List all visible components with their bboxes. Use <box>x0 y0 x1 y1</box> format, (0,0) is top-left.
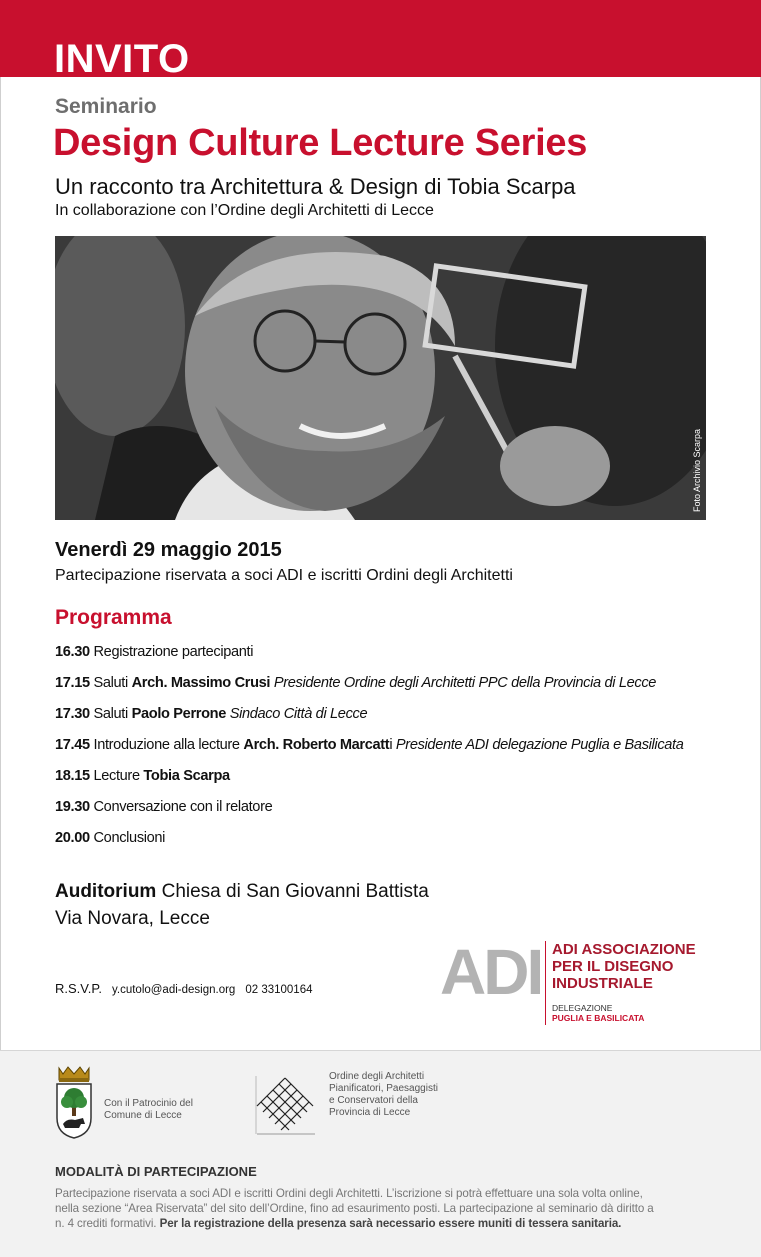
program-speaker: Paolo Perrone <box>131 706 227 722</box>
program-item <box>55 706 745 737</box>
venue-name: Chiesa di San Giovanni Battista <box>156 881 429 902</box>
adi-name-line: ADI ASSOCIAZIONE <box>552 941 696 958</box>
adi-logo-name <box>552 941 696 992</box>
page-title: Design Culture Lecture Series <box>53 122 588 164</box>
rsvp-phone: 02 33100164 <box>245 984 313 996</box>
collaboration-note: In collaborazione con l’Ordine degli Architetti di Lecce <box>55 202 434 219</box>
adi-delegation-region: PUGLIA E BASILICATA <box>552 1013 645 1023</box>
rsvp-label: R.S.V.P. <box>55 981 102 996</box>
program-text: Conclusioni <box>89 830 166 846</box>
ordine-patronage <box>329 1071 438 1119</box>
ordine-line: Ordine degli Architetti <box>329 1071 425 1082</box>
program-role: Sindaco Città di Lecce <box>226 706 368 722</box>
rsvp-email-link[interactable]: y.cutolo@adi-design.org <box>111 984 236 996</box>
program-time: 16.30 <box>55 644 90 660</box>
participation-modes-body <box>55 1186 735 1231</box>
participation-modes-line: Partecipazione riservata a soci ADI e iscritti Ordini degli Architetti. L’iscrizione si potrà effettuare una sola volta online, <box>55 1187 643 1200</box>
comune-patronage <box>104 1098 193 1122</box>
program-role: Presidente Ordine degli Architetti PPC della Provincia di Lecce <box>270 675 657 691</box>
program-role: Presidente ADI delegazione Puglia e Basilicata <box>392 737 684 753</box>
venue-label: Auditorium <box>55 881 157 902</box>
program-time: 17.30 <box>55 706 90 722</box>
program-time: 19.30 <box>55 799 90 815</box>
comune-line: Con il Patrocinio del <box>104 1098 193 1109</box>
participation-modes-line: nella sezione “Area Riservata” del sito dell’Ordine, fino ad esaurimento posti. La partecipazione al seminario dà diritto a <box>55 1202 654 1215</box>
comune-line: Comune di Lecce <box>104 1110 182 1121</box>
participation-modes-text: n. 4 crediti formativi. <box>55 1217 160 1230</box>
program-text: Saluti <box>89 675 132 691</box>
category-label: Seminario <box>55 95 157 118</box>
adi-logo-divider <box>545 941 546 1025</box>
venue-line <box>55 878 429 905</box>
program-item <box>55 830 745 861</box>
program-item <box>55 644 745 675</box>
photo-credit: Foto Archivio Scarpa <box>692 428 702 512</box>
program-text: Conversazione con il relatore <box>89 799 273 815</box>
rsvp-line <box>55 981 312 996</box>
comune-crest-icon <box>53 1066 95 1140</box>
program-time: 18.15 <box>55 768 90 784</box>
program-item <box>55 737 745 768</box>
program-time: 17.15 <box>55 675 90 691</box>
event-date: Venerdì 29 maggio 2015 <box>55 539 282 561</box>
program-speaker: Arch. Roberto Marcatt <box>243 737 390 753</box>
program-text: Lecture <box>89 768 144 784</box>
venue-address: Via Novara, Lecce <box>55 908 210 929</box>
adi-delegation-label: DELEGAZIONE <box>552 1003 613 1013</box>
program-list <box>55 644 745 861</box>
program-item <box>55 675 745 706</box>
participation-modes-line <box>55 1216 735 1231</box>
program-time: 17.45 <box>55 737 90 753</box>
participation-modes-title: MODALITÀ DI PARTECIPAZIONE <box>55 1164 257 1179</box>
adi-name-line: PER IL DISEGNO <box>552 958 674 975</box>
adi-logo-mark: ADI <box>440 936 542 1008</box>
adi-delegation <box>552 1003 644 1023</box>
program-speaker: Arch. Massimo Crusi <box>131 675 271 691</box>
program-item <box>55 768 745 799</box>
adi-logo <box>440 937 730 1027</box>
venue-block <box>55 878 429 932</box>
ordine-architetti-logo-icon <box>255 1076 317 1136</box>
ordine-line: e Conservatori della <box>329 1095 418 1106</box>
subtitle: Un racconto tra Architettura & Design di Tobia Scarpa <box>55 174 576 199</box>
header-red-band <box>0 0 761 81</box>
program-text: Introduzione alla lecture <box>89 737 244 753</box>
program-speaker: Tobia Scarpa <box>143 768 230 784</box>
participation-note: Partecipazione riservata a soci ADI e iscritti Ordini degli Architetti <box>55 567 513 584</box>
ordine-line: Pianificatori, Paesaggisti <box>329 1083 438 1094</box>
program-text: Registrazione partecipanti <box>89 644 254 660</box>
program-time: 20.00 <box>55 830 90 846</box>
program-item <box>55 799 745 830</box>
speaker-photo-illustration <box>55 236 706 520</box>
program-heading: Programma <box>55 606 172 629</box>
participation-modes-emphasis: Per la registrazione della presenza sarà necessario essere muniti di tessera sanitaria. <box>159 1217 622 1230</box>
program-text: Saluti <box>89 706 132 722</box>
invite-label: INVITO <box>54 37 190 81</box>
speaker-photo <box>55 236 706 520</box>
program-speaker-suffix: i <box>389 737 393 753</box>
adi-name-line: INDUSTRIALE <box>552 975 653 992</box>
ordine-line: Provincia di Lecce <box>329 1107 411 1118</box>
